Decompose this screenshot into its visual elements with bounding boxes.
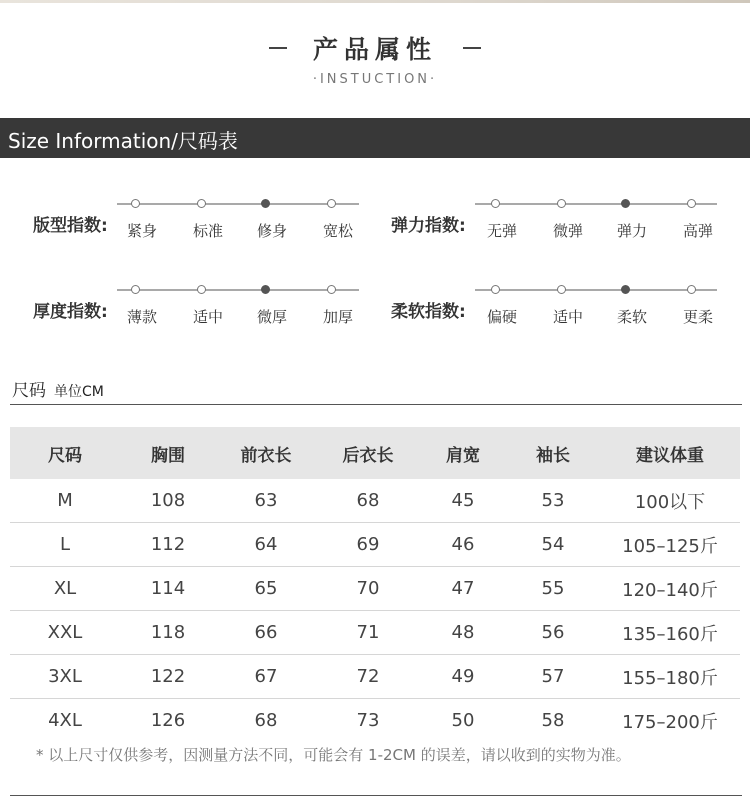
page-subtitle: ·INSTUCTION· <box>312 72 438 87</box>
indicator-option: 微弹 <box>552 222 584 240</box>
table-header-row <box>10 427 740 479</box>
table-row <box>10 611 740 655</box>
indicator-option: 适中 <box>192 308 224 326</box>
table-cell: 70 <box>316 567 420 611</box>
size-section-header <box>12 376 104 401</box>
indicator-dot <box>197 285 206 294</box>
indicator-label: 柔软指数: <box>391 302 466 322</box>
table-cell: 64 <box>216 523 316 567</box>
size-section-title: 尺码 <box>12 381 46 401</box>
indicator-dot <box>327 199 336 208</box>
size-table <box>10 427 740 742</box>
indicator-scale-line <box>475 203 717 205</box>
table-header-cell: 前衣长 <box>216 427 316 479</box>
table-cell: 68 <box>254 710 278 731</box>
size-information-bar <box>0 118 750 158</box>
indicator-dot <box>687 285 696 294</box>
indicator-option: 偏硬 <box>486 308 518 326</box>
table-cell: 112 <box>120 523 216 567</box>
bottom-divider <box>10 795 742 796</box>
table-cell: XXL <box>10 611 120 655</box>
table-cell: 50 <box>451 710 475 731</box>
indicator-dot <box>491 199 500 208</box>
table-cell: M <box>10 479 120 523</box>
page-title: 产品属性 <box>312 35 437 64</box>
table-cell: L <box>10 523 120 567</box>
indicator-option: 更柔 <box>682 308 714 326</box>
table-row <box>10 523 740 567</box>
indicator-option: 柔软 <box>616 308 648 326</box>
table-cell: 108 <box>120 479 216 523</box>
indicator-option: 紧身 <box>126 222 158 240</box>
table-cell: 126 <box>150 710 186 731</box>
table-cell: 46 <box>420 523 506 567</box>
indicator-scale-line <box>117 203 359 205</box>
indicator-option: 加厚 <box>322 308 354 326</box>
indicator-dot <box>131 285 140 294</box>
table-row <box>10 567 740 611</box>
table-cell: 58 <box>541 710 565 731</box>
table-cell: 63 <box>216 479 316 523</box>
indicator-option: 薄款 <box>126 308 158 326</box>
table-cell: 65 <box>216 567 316 611</box>
indicator-scale-line <box>117 289 359 291</box>
table-cell: 72 <box>316 655 420 699</box>
indicator-dot-selected <box>261 285 270 294</box>
table-header-cell: 后衣长 <box>316 427 420 479</box>
indicator-dot <box>131 199 140 208</box>
section-title <box>0 30 750 87</box>
indicator-option: 无弹 <box>486 222 518 240</box>
indicator-dot <box>327 285 336 294</box>
table-cell: 53 <box>506 479 600 523</box>
table-cell: 55 <box>506 567 600 611</box>
indicator-label: 厚度指数: <box>33 302 108 322</box>
indicator-dot <box>197 199 206 208</box>
size-information-label: Size Information/尺码表 <box>8 129 238 153</box>
table-header-cell: 袖长 <box>506 427 600 479</box>
table-cell: 45 <box>420 479 506 523</box>
table-cell: 105–125斤 <box>600 523 740 567</box>
table-cell: 57 <box>506 655 600 699</box>
table-cell: 68 <box>316 479 420 523</box>
table-cell: 49 <box>420 655 506 699</box>
indicator-option: 微厚 <box>256 308 288 326</box>
indicator-option: 修身 <box>256 222 288 240</box>
title-dash-left <box>269 47 287 49</box>
table-cell: 73 <box>356 710 380 731</box>
indicator-dot <box>687 199 696 208</box>
table-cell: 69 <box>316 523 420 567</box>
indicator-dot-selected <box>261 199 270 208</box>
table-header-cell: 建议体重 <box>600 427 740 479</box>
table-cell: 100以下 <box>600 479 740 523</box>
table-cell: 118 <box>120 611 216 655</box>
indicator-option: 弹力 <box>616 222 648 240</box>
indicator-dot-selected <box>621 199 630 208</box>
divider <box>10 404 742 405</box>
indicator-label: 弹力指数: <box>391 216 466 236</box>
indicator-option: 标准 <box>192 222 224 240</box>
table-cell: 122 <box>120 655 216 699</box>
table-cell: 66 <box>216 611 316 655</box>
indicator-option: 高弹 <box>682 222 714 240</box>
indicator-label: 版型指数: <box>33 216 108 236</box>
table-cell: 4XL <box>48 710 82 731</box>
indicator-dot <box>491 285 500 294</box>
indicator-scale-line <box>475 289 717 291</box>
top-decorative-strip <box>0 0 750 3</box>
table-cell: 71 <box>316 611 420 655</box>
table-header-cell: 胸围 <box>120 427 216 479</box>
table-row <box>10 479 740 523</box>
table-cell: 48 <box>420 611 506 655</box>
table-cell: 56 <box>506 611 600 655</box>
table-cell: 3XL <box>10 655 120 699</box>
table-cell: 114 <box>120 567 216 611</box>
title-dash-right <box>463 47 481 49</box>
measurement-note: * 以上尺寸仅供参考，因测量方法不同，可能会有 1-2CM 的误差，请以收到的实物为准。 <box>36 746 631 764</box>
indicator-dot <box>557 285 566 294</box>
table-header-cell: 尺码 <box>10 427 120 479</box>
table-cell: 67 <box>216 655 316 699</box>
indicator-dot <box>557 199 566 208</box>
table-cell: 155–180斤 <box>600 655 740 699</box>
table-cell: 120–140斤 <box>600 567 740 611</box>
table-cell: 135–160斤 <box>600 611 740 655</box>
size-unit: 单位CM <box>54 384 104 400</box>
table-row <box>10 655 740 699</box>
table-cell: XL <box>10 567 120 611</box>
indicator-option: 适中 <box>552 308 584 326</box>
table-cell: 54 <box>506 523 600 567</box>
table-cell: 47 <box>420 567 506 611</box>
indicator-dot-selected <box>621 285 630 294</box>
table-header-cell: 肩宽 <box>420 427 506 479</box>
table-cell: 175–200斤 <box>622 711 718 733</box>
indicator-option: 宽松 <box>322 222 354 240</box>
table-row <box>10 699 740 743</box>
